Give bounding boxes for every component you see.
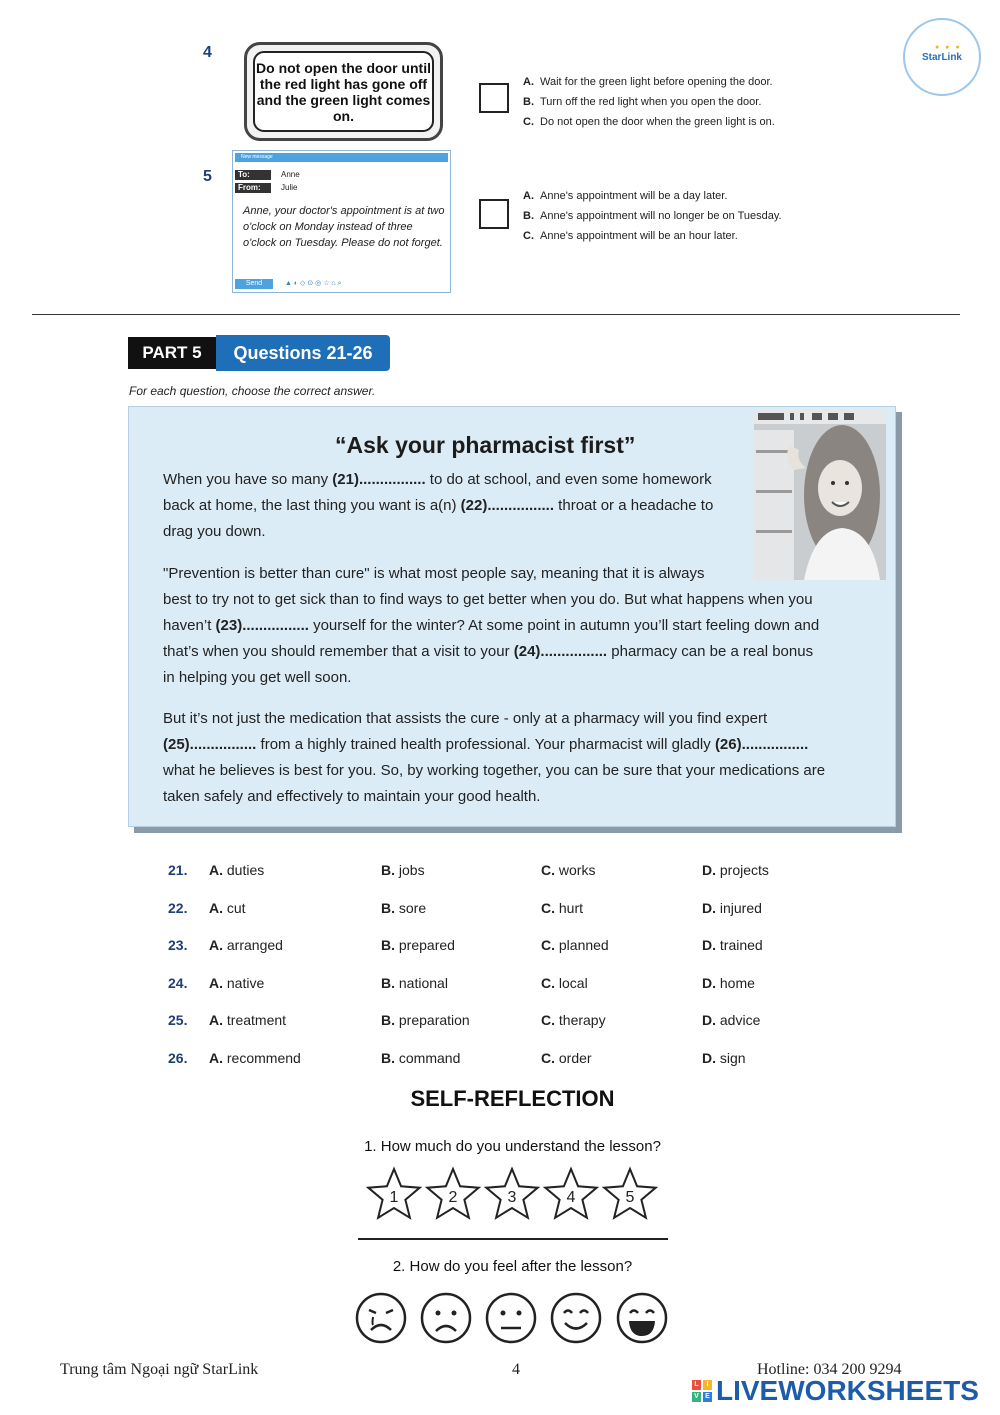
question-number: 24. [168, 974, 188, 991]
p1-line-2: back at home, the last thing you want is a(n) (22)................ throat or a headache to [163, 497, 714, 514]
option-c[interactable]: C. works [541, 862, 596, 878]
pharmacist-illustration [754, 410, 886, 580]
liveworksheets-wordmark: LIVEWORKSHEETS [716, 1375, 979, 1406]
laughing-face-icon[interactable] [618, 1294, 666, 1342]
email-to-label: To: [235, 170, 271, 180]
answer-row [168, 1048, 868, 1068]
option-b[interactable]: B. prepared [381, 937, 455, 953]
gap-23: (23)................ [215, 617, 309, 634]
rating-star-2[interactable] [427, 1169, 478, 1218]
q4-options [523, 72, 775, 132]
question-number-4: 4 [203, 44, 212, 61]
answer-box-q5[interactable] [479, 199, 509, 229]
option-a[interactable]: A. native [209, 974, 265, 991]
self-reflection-question-1: 1. How much do you understand the lesson? [364, 1138, 661, 1155]
star-label: 3 [507, 1189, 517, 1206]
answer-row [168, 1010, 868, 1030]
p3-line-1: But it’s not just the medication that assists the cure - only at a pharmacy will you find expert [163, 710, 768, 727]
answer-row [168, 935, 868, 955]
p1-line-3: drag you down. [163, 523, 266, 540]
p2-line-5: in helping you get well soon. [163, 669, 352, 686]
self-reflection-title: SELF-REFLECTION [410, 1086, 615, 1111]
p2-line-4: that’s when you should remember that a visit to your (24)................ pharmacy can be a real bonus [163, 643, 814, 660]
liveworksheets-logo-icon: L I V E [692, 1380, 712, 1402]
passage-title: “Ask your pharmacist first” [335, 432, 636, 458]
liveworksheets-brand [692, 1374, 979, 1408]
p2-line-1: "Prevention is better than cure" is what most people say, meaning that it is always [163, 565, 705, 582]
p1-line-1: When you have so many (21)................ to do at school, and even some homework [163, 471, 712, 488]
option-c[interactable]: C. order [541, 1049, 592, 1066]
part-label: PART 5 [128, 337, 216, 369]
star-label: 1 [389, 1189, 399, 1206]
email-from-label: From: [235, 183, 271, 193]
q4-option-a: A. Wait for the green light before opening the door. [523, 76, 773, 88]
option-b[interactable]: B. jobs [381, 862, 425, 878]
email-body: Anne, your doctor's appointment is at two o'clock on Monday instead of three o'clock on Tuesday. Please do not forget. [243, 205, 445, 249]
smile-face-icon[interactable] [552, 1294, 600, 1342]
email-to-row [235, 170, 300, 180]
questions-label: Questions 21-26 [216, 335, 390, 371]
email-title-bar [235, 153, 448, 162]
question-number: 23. [168, 937, 188, 953]
rating-star-5[interactable] [604, 1169, 655, 1218]
q5-option-a: A. Anne's appointment will be a day later. [523, 190, 728, 202]
sad-face-icon[interactable] [422, 1294, 470, 1342]
star-rating [366, 1166, 660, 1222]
option-b[interactable]: B. preparation [381, 1012, 470, 1028]
q5-option-b: B. Anne's appointment will no longer be on Tuesday. [523, 210, 782, 222]
option-c[interactable]: C. local [541, 974, 588, 991]
option-d[interactable]: D. advice [702, 1012, 761, 1028]
gap-25: (25)................ [163, 736, 257, 753]
question-number: 21. [168, 862, 188, 878]
footer-center-name: Trung tâm Ngoại ngữ StarLink [60, 1361, 259, 1378]
answer-row [168, 860, 868, 880]
option-d[interactable]: D. projects [702, 862, 769, 878]
q4-option-c: C. Do not open the door when the green light is on. [523, 116, 775, 128]
option-d[interactable]: D. injured [702, 899, 762, 916]
question-number-5: 5 [203, 168, 212, 185]
email-window-title: New message [241, 154, 273, 160]
gap-21: (21)................ [332, 471, 426, 488]
p3-line-3: what he believes is best for you. So, by working together, you can be sure that your medications are [163, 762, 826, 779]
option-d[interactable]: D. sign [702, 1049, 746, 1066]
option-b[interactable]: B. national [381, 974, 448, 991]
starlink-logo [903, 18, 981, 96]
passage-paragraph-1 [163, 467, 713, 545]
gap-22: (22)................ [460, 497, 555, 514]
door-sign-text: Do not open the door until the red light has gone off and the green light comes on. [253, 51, 434, 132]
passage-paragraph-2 [163, 561, 819, 691]
option-b[interactable]: B. command [381, 1049, 461, 1066]
p3-line-4: taken safely and effectively to maintain your good health. [163, 788, 541, 805]
option-a[interactable]: A. duties [209, 862, 265, 878]
star-label: 4 [566, 1189, 576, 1206]
rating-star-4[interactable] [545, 1169, 596, 1218]
option-b[interactable]: B. sore [381, 899, 427, 916]
option-c[interactable]: C. therapy [541, 1012, 606, 1028]
option-c[interactable]: C. planned [541, 937, 609, 953]
passage-paragraph-3 [163, 706, 825, 810]
logo-text: StarLink [921, 51, 962, 63]
email-from-row [235, 183, 297, 193]
option-d[interactable]: D. home [702, 974, 755, 991]
p2-line-3: haven’t (23)................ yourself for the winter? At some point in autumn you’ll start feeling down and [163, 617, 820, 634]
email-footer [235, 279, 448, 289]
door-sign [244, 42, 443, 141]
question-number: 26. [168, 1049, 188, 1066]
answer-box-q4[interactable] [479, 83, 509, 113]
option-a[interactable]: A. treatment [209, 1012, 287, 1028]
p3-line-2: (25)................ from a highly trained health professional. Your pharmacist will gladly (26)................ [163, 736, 809, 753]
option-c[interactable]: C. hurt [541, 899, 584, 916]
gap-24: (24)................ [513, 643, 608, 660]
instruction: For each question, choose the correct answer. [129, 384, 376, 398]
star-label: 5 [625, 1189, 635, 1206]
q4-option-b: B. Turn off the red light when you open the door. [523, 96, 762, 108]
neutral-face-icon[interactable] [487, 1294, 535, 1342]
rating-star-3[interactable] [486, 1169, 537, 1218]
answer-row [168, 973, 868, 993]
crying-face-icon[interactable] [357, 1294, 405, 1342]
self-reflection-question-2: 2. How do you feel after the lesson? [392, 1258, 633, 1275]
q5-option-c: C. Anne's appointment will be an hour later. [523, 230, 738, 242]
logo-dots: ● ● ● [935, 44, 962, 51]
pharmacist-photo [754, 410, 886, 580]
question-number: 25. [168, 1012, 188, 1028]
section-divider [32, 314, 960, 315]
email-toolbar-icons: ▲ ◐ ◇ ⊙ ◎ ☆ ⌂ ⌕ [284, 280, 342, 287]
gap-26: (26)................ [714, 736, 809, 753]
star-label: 2 [448, 1189, 458, 1206]
question-number: 22. [168, 899, 188, 916]
hotline: Hotline: 034 200 9294 [757, 1361, 902, 1378]
option-a[interactable]: A. recommend [209, 1049, 301, 1066]
option-d[interactable]: D. trained [702, 937, 763, 953]
email-message [232, 150, 451, 293]
option-a[interactable]: A. arranged [209, 937, 283, 953]
mood-faces [354, 1290, 674, 1346]
answer-row [168, 898, 868, 918]
page-number: 4 [512, 1361, 520, 1378]
reflection-divider [358, 1238, 668, 1240]
q5-options [523, 186, 782, 246]
email-send-button: Send [235, 279, 273, 289]
email-to-value: Anne [281, 170, 300, 179]
email-from-value: Julie [281, 183, 298, 192]
rating-star-1[interactable] [368, 1169, 419, 1218]
option-a[interactable]: A. cut [209, 899, 246, 916]
p2-line-2: best to try not to get sick than to find ways to get better when you do. But what happens when you [163, 591, 813, 608]
